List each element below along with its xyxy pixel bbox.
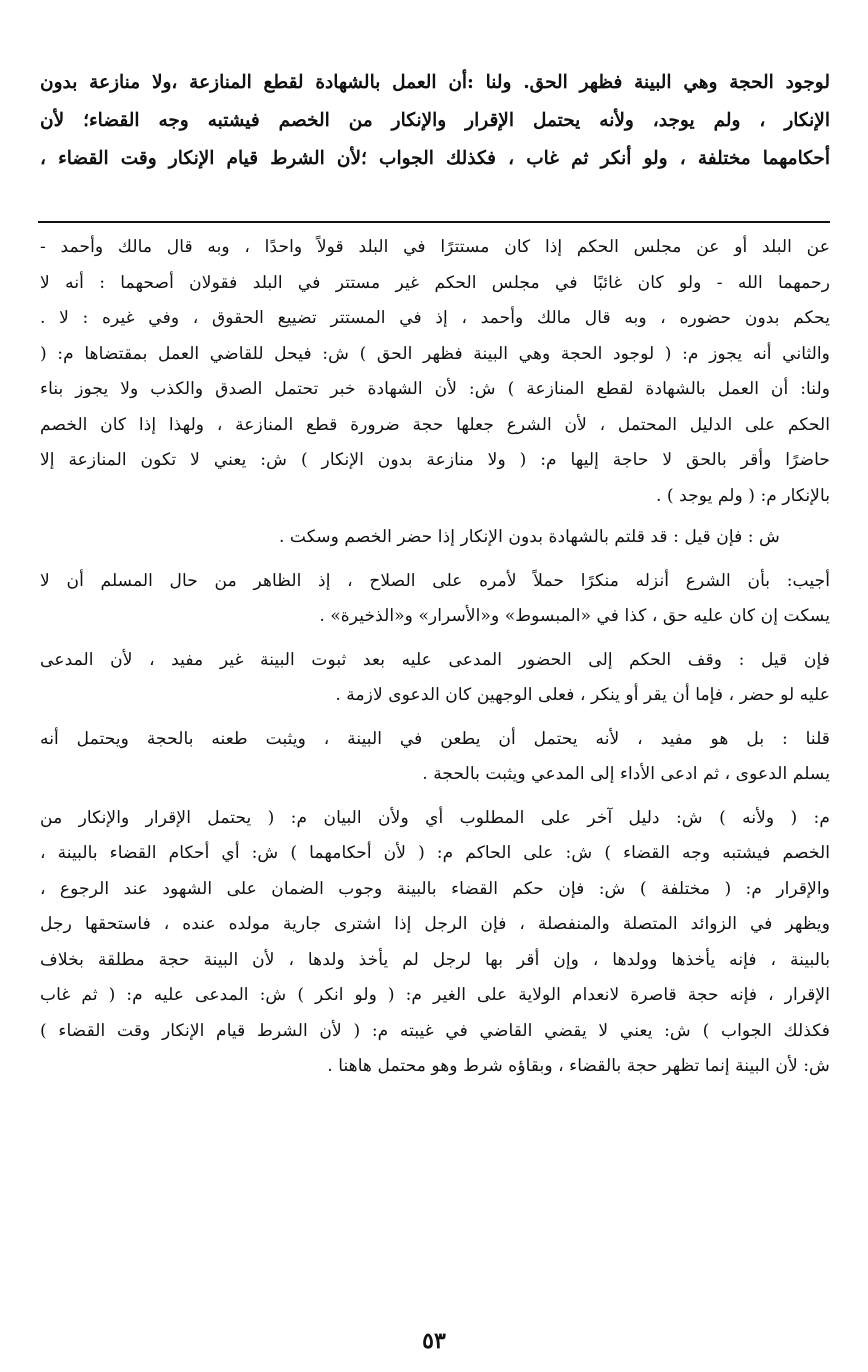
matn-sharh-divider <box>38 221 830 223</box>
text-line: الإقرار ، فإنه حجة قاصرة لانعدام الولاية على الغير م: ( ولو انكر ) ش: المدعى عليه م: ( ثم غاب <box>40 985 830 1005</box>
text-line: أجيب: بأن الشرع أنزله منكرًا حملاً لأمره على الصلاح ، إذ الظاهر من حال المسلم أن لا <box>40 570 830 591</box>
text-line: رحمهما الله - ولو كان غائبًا في مجلس الحكم غير مستتر في البلد فقولان أصحهما : أنه لا <box>40 272 830 293</box>
text-line: والإقرار م: ( مختلفة ) ش: فإن حكم القضاء بالبينة وجوب الضمان على الشهود عند الرجوع ، <box>40 878 830 899</box>
text-line: والثاني أنه يجوز م: ( لوجود الحجة وهي البينة فظهر الحق ) ش: فيحل للقاضي العمل بمقتضاها م: ( <box>40 343 830 364</box>
commentary-paragraph <box>40 801 830 1085</box>
commentary-paragraph <box>40 520 830 556</box>
text-line: ش: لأن البينة إنما تظهر حجة بالقضاء ، وبقاؤه شرط وهو محتمل هاهنا . <box>327 1056 830 1076</box>
matn-line: لوجود الحجة وهي البينة فظهر الحق. ولنا :أن العمل بالشهادة لقطع المنازعة ،ولا منازعة بدون <box>40 72 830 93</box>
text-line: حاضرًا وأقر بالحق لا حاجة إليها م: ( ولا منازعة بدون الإنكار ) ش: يعني لا تكون المنازعة إلا <box>40 450 830 470</box>
commentary-paragraph <box>40 643 830 714</box>
text-line: عليه لو حضر ، فإما أن يقر أو ينكر ، فعلى الوجهين كان الدعوى لازمة . <box>335 685 830 705</box>
commentary-paragraph <box>40 722 830 793</box>
text-line: بالبينة ، فإنه يأخذها وولدها ، وإن أقر بها لرجل لم يأخذ ولدها ، لأن البينة حجة مطلقة بخلاف <box>40 949 830 970</box>
text-line: بالإنكار م: ( ولم يوجد ) . <box>655 485 830 506</box>
text-line: يسكت إن كان عليه حق ، كذا في «المبسوط» و«الأسرار» و«الذخيرة» . <box>319 606 830 626</box>
matn-line: الإنكار ، ولم يوجد، ولأنه يحتمل الإقرار والإنكار من الخصم فيشتبه وجه القضاء؛ لأن <box>40 110 830 131</box>
matn-text-block <box>40 64 830 178</box>
text-line: عن البلد أو عن مجلس الحكم إذا كان مستترًا في البلد قولاً واحدًا ، وبه قال مالك وأحمد - <box>40 237 830 257</box>
text-line: ش : فإن قيل : قد قلتم بالشهادة بدون الإنكار إذا حضر الخصم وسكت . <box>278 527 780 547</box>
page-number: ٥٣ <box>422 1328 446 1354</box>
text-line: م: ( ولأنه ) ش: دليل آخر على المطلوب أي ولأن البيان م: ( يحتمل الإقرار والإنكار من <box>40 807 830 828</box>
text-line: يسلم الدعوى ، ثم ادعى الأداء إلى المدعي ويثبت بالحجة . <box>422 764 830 784</box>
matn-line: أحكامهما مختلفة ، ولو أنكر ثم غاب ، فكذلك الجواب ؛لأن الشرط قيام الإنكار وقت القضاء ، <box>40 148 830 169</box>
text-line: فإن قيل : وقف الحكم إلى الحضور المدعى عليه بعد ثبوت البينة غير مفيد ، لأن المدعى <box>40 649 830 670</box>
text-line: ويظهر في الزوائد المتصلة والمنفصلة ، فإن الرجل إذا اشترى جارية مولده عنده ، فاستحقها رجل <box>40 914 830 934</box>
text-line: ولنا: أن العمل بالشهادة لقطع المنازعة ) ش: لأن الشهادة خبر تحتمل الصدق والكذب ولا يجوز بناء <box>40 379 830 399</box>
sharh-commentary <box>40 230 830 1085</box>
text-line: قلنا : بل هو مفيد ، لأنه يحتمل أن يطعن في البينة ، ويثبت طعنه بالحجة ويحتمل أنه <box>40 728 830 749</box>
text-line: الحكم على الدليل المحتمل ، لأن الشرع جعلها حجة ضرورة قطع المنازعة ، ولهذا إذا كان الخصم <box>40 414 830 435</box>
text-line: فكذلك الجواب ) ش: يعني لا يقضي القاضي في غيبته م: ( لأن الشرط قيام الإنكار وقت القضاء ) <box>40 1020 830 1041</box>
commentary-paragraph <box>40 230 830 514</box>
commentary-paragraph <box>40 564 830 635</box>
text-line: يحكم بدون حضوره ، وبه قال مالك وأحمد ، إذ في المستتر تضييع الحقوق ، وفي غيره : لا . <box>40 308 830 328</box>
text-line: الخصم فيشتبه وجه القضاء ) ش: على الحاكم م: ( لأن أحكامهما ) ش: أي أحكام القضاء بالبينة ، <box>40 843 830 863</box>
